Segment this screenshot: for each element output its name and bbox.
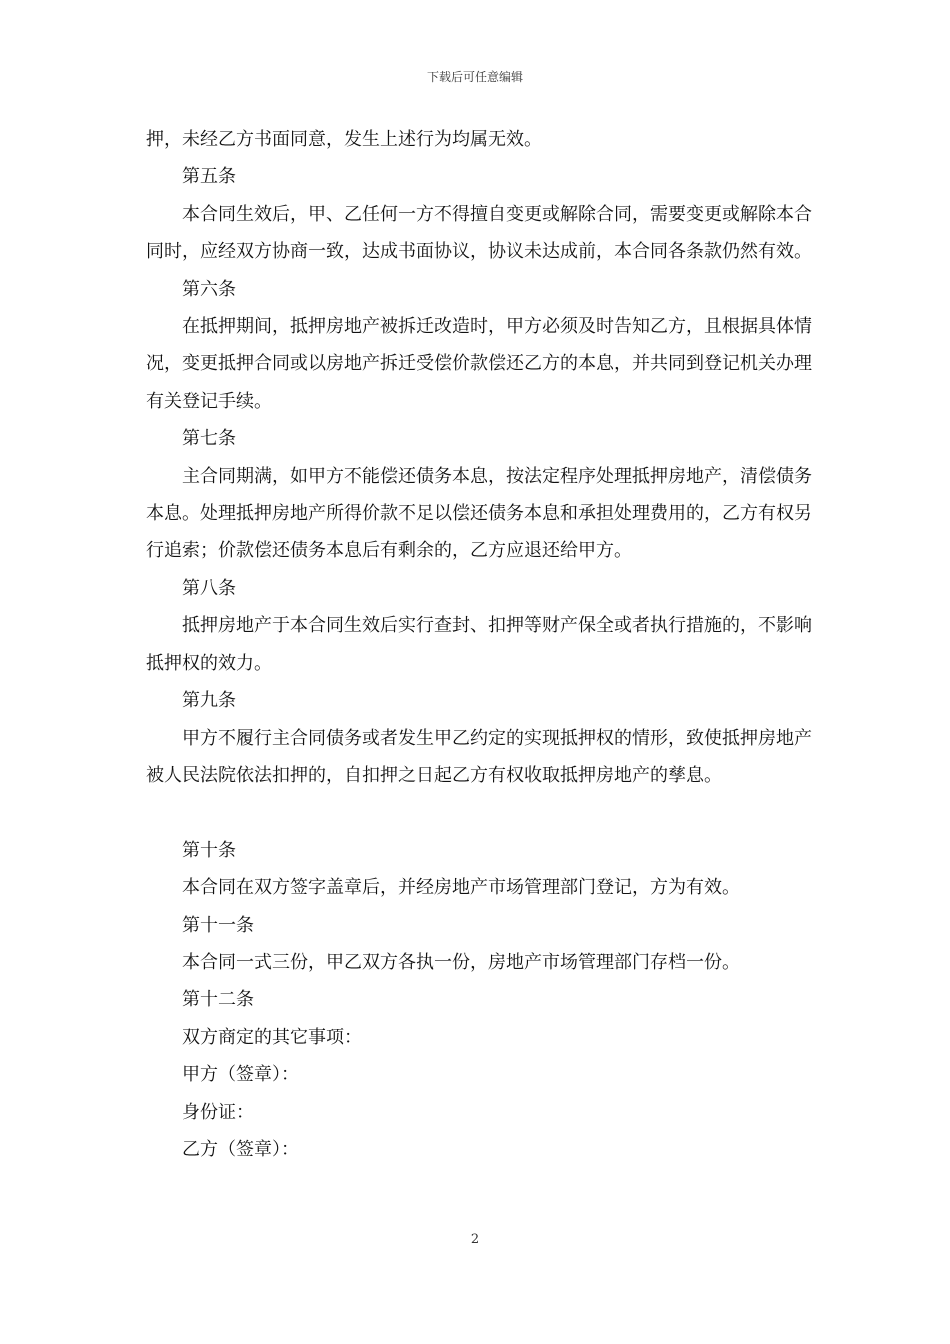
article-heading-5: 第五条	[182, 166, 236, 188]
contract-body	[146, 121, 816, 1168]
article-9-text: 甲方不履行主合同债务或者发生甲乙约定的实现抵押权的情形，致使抵押房地产被人民法院依法扣押的，自扣押之日起乙方有权收取抵押房地产的孳息。	[146, 727, 812, 786]
article-12-text: 双方商定的其它事项：	[182, 1026, 362, 1048]
article-heading-10: 第十条	[182, 839, 236, 861]
article-heading-7: 第七条	[182, 428, 236, 450]
article-5-text: 本合同生效后，甲、乙任何一方不得擅自变更或解除合同，需要变更或解除本合同时，应经双方协商一致，达成书面协议，协议未达成前，本合同各条款仍然有效。	[146, 203, 812, 263]
party-b-signature-line: 乙方（签章）：	[182, 1138, 299, 1160]
article-7-text: 主合同期满，如甲方不能偿还债务本息，按法定程序处理抵押房地产，清偿债务本息。处理抵押房地产所得价款不足以偿还债务本息和承担处理费用的，乙方有权另行追索；价款偿还债务本息后有剩余的，乙方应退还给甲方。	[146, 465, 812, 562]
article-10-text: 本合同在双方签字盖章后，并经房地产市场管理部门登记，方为有效。	[182, 877, 740, 899]
page-number: 2	[470, 1232, 480, 1247]
id-card-line: 身份证：	[182, 1101, 254, 1123]
article-11-text: 本合同一式三份，甲乙双方各执一份，房地产市场管理部门存档一份。	[182, 951, 740, 973]
article-heading-9: 第九条	[182, 690, 236, 712]
page-header: 下载后可任意编辑	[426, 70, 523, 84]
blank-line	[146, 794, 816, 831]
article-8-text: 抵押房地产于本合同生效后实行查封、扣押等财产保全或者执行措施的，不影响抵押权的效力。	[146, 615, 812, 674]
article-heading-8: 第八条	[182, 577, 236, 599]
article-heading-6: 第六条	[182, 278, 236, 300]
article-heading-11: 第十一条	[182, 914, 254, 936]
paragraph-continuation: 押，未经乙方书面同意，发生上述行为均属无效。	[146, 129, 542, 150]
party-a-signature-line: 甲方（签章）：	[182, 1064, 299, 1086]
article-heading-12: 第十二条	[182, 989, 254, 1011]
article-6-text: 在抵押期间，抵押房地产被拆迁改造时，甲方必须及时告知乙方，且根据具体情况，变更抵押合同或以房地产拆迁受偿价款偿还乙方的本息，并共同到登记机关办理有关登记手续。	[146, 316, 812, 412]
